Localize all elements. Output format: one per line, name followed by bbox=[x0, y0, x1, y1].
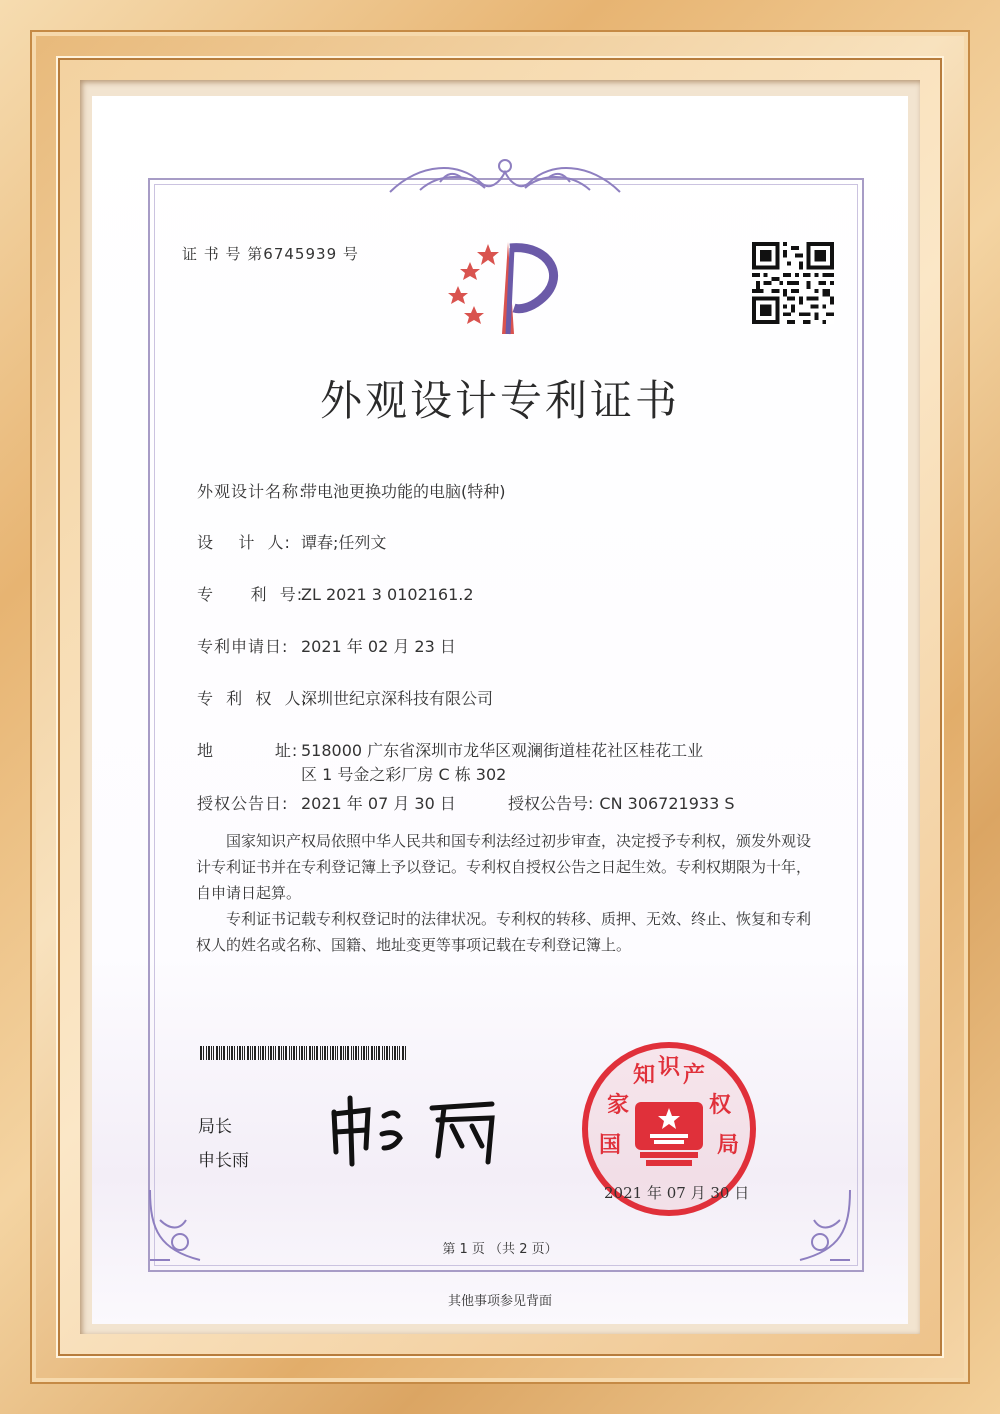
signature bbox=[322, 1090, 522, 1170]
barcode-bar bbox=[278, 1046, 280, 1060]
barcode-bar bbox=[275, 1046, 276, 1060]
barcode-bar bbox=[402, 1046, 404, 1060]
barcode-bar bbox=[378, 1046, 380, 1060]
field-announcement-number bbox=[508, 791, 735, 814]
barcode-bar bbox=[252, 1046, 253, 1060]
field-grant-date bbox=[197, 791, 456, 814]
barcode-bar bbox=[340, 1046, 342, 1060]
top-ornament bbox=[380, 152, 630, 200]
barcode-bar bbox=[327, 1046, 328, 1060]
barcode-bar bbox=[211, 1046, 212, 1060]
seal-char: 国 bbox=[598, 1132, 622, 1158]
barcode-bar bbox=[394, 1046, 396, 1060]
field-value: CN 306721933 S bbox=[599, 794, 735, 813]
barcode-bar bbox=[345, 1046, 346, 1060]
svg-text:识: 识 bbox=[657, 1054, 681, 1080]
signatory-title: 局长 bbox=[198, 1117, 232, 1137]
field-value: 深圳世纪京深科技有限公司 bbox=[301, 689, 494, 708]
barcode-bar bbox=[237, 1046, 238, 1060]
barcode-bar bbox=[281, 1046, 282, 1060]
barcode-bar bbox=[386, 1046, 388, 1060]
field-address bbox=[197, 738, 703, 761]
barcode-bar bbox=[301, 1046, 303, 1060]
svg-text:知: 知 bbox=[632, 1062, 656, 1088]
barcode-bar bbox=[265, 1046, 266, 1060]
barcode-bar bbox=[374, 1046, 375, 1060]
barcode-bar bbox=[347, 1046, 349, 1060]
svg-text:家: 家 bbox=[606, 1092, 630, 1118]
barcode-bar bbox=[247, 1046, 249, 1060]
barcode-bar bbox=[206, 1046, 207, 1060]
barcode-bar bbox=[283, 1046, 284, 1060]
barcode-bar bbox=[200, 1046, 202, 1060]
barcode-bar bbox=[203, 1046, 204, 1060]
barcode-bar bbox=[343, 1046, 344, 1060]
field-designer bbox=[197, 530, 386, 553]
field-patentee bbox=[197, 686, 493, 709]
patent-office-logo bbox=[440, 238, 570, 338]
barcode-bar bbox=[299, 1046, 300, 1060]
qr-code bbox=[752, 242, 834, 324]
barcode-bar bbox=[285, 1046, 287, 1060]
barcode-bar bbox=[353, 1046, 354, 1060]
barcode-bar bbox=[320, 1046, 321, 1060]
svg-text:局: 局 bbox=[716, 1132, 740, 1158]
barcode-bar bbox=[242, 1046, 243, 1060]
field-label: 地 址: bbox=[197, 741, 299, 760]
barcode-bar bbox=[399, 1046, 400, 1060]
field-label: 专利申请日: bbox=[197, 637, 289, 656]
barcode-bar bbox=[250, 1046, 251, 1060]
barcode-bar bbox=[376, 1046, 377, 1060]
barcode-bar bbox=[368, 1046, 369, 1060]
barcode-bar bbox=[270, 1046, 272, 1060]
barcode-bar bbox=[355, 1046, 357, 1060]
field-value: 带电池更换功能的电脑(特种) bbox=[301, 482, 506, 501]
barcode-bar bbox=[351, 1046, 352, 1060]
field-label: 专 利 权 人: bbox=[197, 689, 308, 708]
barcode-bar bbox=[234, 1046, 235, 1060]
barcode-bar bbox=[227, 1046, 228, 1060]
barcode bbox=[200, 1046, 408, 1060]
field-label: 专 利 号: bbox=[197, 585, 304, 604]
barcode-bar bbox=[244, 1046, 245, 1060]
barcode-bar bbox=[293, 1046, 295, 1060]
field-application-date bbox=[197, 634, 456, 657]
barcode-bar bbox=[216, 1046, 218, 1060]
field-label: 授权公告号: bbox=[508, 794, 594, 813]
barcode-bar bbox=[258, 1046, 259, 1060]
paragraph-legal-status: 专利证书记载专利权登记时的法律状况。专利权的转移、质押、无效、终止、恢复和专利权人的姓名或名称、国籍、地址变更等事项记载在专利登记簿上。 bbox=[196, 910, 812, 954]
legal-text bbox=[196, 828, 820, 958]
barcode-bar bbox=[382, 1046, 383, 1060]
paragraph-grant: 国家知识产权局依照中华人民共和国专利法经过初步审查，决定授予专利权，颁发外观设计专利证书并在专利登记簿上予以登记。专利权自授权公告之日起生效。专利权期限为十年，自申请日起算。 bbox=[196, 832, 812, 902]
barcode-bar bbox=[312, 1046, 313, 1060]
svg-text:产: 产 bbox=[682, 1062, 706, 1088]
barcode-bar bbox=[268, 1046, 269, 1060]
barcode-bar bbox=[296, 1046, 297, 1060]
field-label: 授权公告日: bbox=[197, 794, 289, 813]
barcode-bar bbox=[358, 1046, 359, 1060]
page-indicator: 第 1 页 （共 2 页） bbox=[442, 1242, 558, 1257]
barcode-bar bbox=[229, 1046, 230, 1060]
barcode-bar bbox=[289, 1046, 290, 1060]
barcode-bar bbox=[337, 1046, 338, 1060]
barcode-bar bbox=[330, 1046, 331, 1060]
barcode-bar bbox=[314, 1046, 315, 1060]
certificate-number: 证 书 号 第6745939 号 bbox=[182, 245, 359, 263]
barcode-bar bbox=[335, 1046, 336, 1060]
barcode-bar bbox=[231, 1046, 233, 1060]
barcode-bar bbox=[223, 1046, 225, 1060]
field-address-line2: 区 1 号金之彩厂房 C 栋 302 bbox=[301, 765, 507, 784]
field-design-name bbox=[197, 479, 506, 502]
barcode-bar bbox=[291, 1046, 292, 1060]
field-value: 518000 广东省深圳市龙华区观澜街道桂花社区桂花工业 bbox=[301, 741, 704, 760]
barcode-bar bbox=[316, 1046, 318, 1060]
barcode-bar bbox=[254, 1046, 256, 1060]
barcode-bar bbox=[219, 1046, 220, 1060]
barcode-bar bbox=[322, 1046, 323, 1060]
field-value: ZL 2021 3 0102161.2 bbox=[301, 585, 474, 604]
barcode-bar bbox=[363, 1046, 365, 1060]
barcode-bar bbox=[371, 1046, 373, 1060]
barcode-bar bbox=[392, 1046, 393, 1060]
barcode-bar bbox=[397, 1046, 398, 1060]
barcode-bar bbox=[213, 1046, 214, 1060]
barcode-bar bbox=[309, 1046, 311, 1060]
barcode-bar bbox=[273, 1046, 274, 1060]
barcode-bar bbox=[389, 1046, 390, 1060]
barcode-bar bbox=[361, 1046, 362, 1060]
barcode-bar bbox=[366, 1046, 367, 1060]
barcode-bar bbox=[262, 1046, 264, 1060]
barcode-bar bbox=[384, 1046, 385, 1060]
signatory-name: 申长雨 bbox=[198, 1151, 249, 1171]
certificate-title: 外观设计专利证书 bbox=[319, 376, 680, 425]
barcode-bar bbox=[324, 1046, 326, 1060]
barcode-bar bbox=[239, 1046, 241, 1060]
svg-text:权: 权 bbox=[708, 1092, 732, 1118]
field-patent-number bbox=[197, 582, 474, 605]
field-value: 谭春;任列文 bbox=[301, 533, 387, 552]
seal-date: 2021 年 07 月 30 日 bbox=[604, 1184, 750, 1202]
barcode-bar bbox=[304, 1046, 305, 1060]
footer-note: 其他事项参见背面 bbox=[447, 1294, 552, 1309]
field-label: 外观设计名称: bbox=[197, 482, 306, 501]
barcode-bar bbox=[405, 1046, 406, 1060]
barcode-bar bbox=[221, 1046, 222, 1060]
barcode-bar bbox=[208, 1046, 210, 1060]
field-value: 2021 年 07 月 30 日 bbox=[301, 794, 456, 813]
barcode-bar bbox=[332, 1046, 334, 1060]
barcode-bar bbox=[306, 1046, 307, 1060]
barcode-bar bbox=[260, 1046, 261, 1060]
field-label: 设 计 人: bbox=[197, 533, 291, 552]
field-value: 2021 年 02 月 23 日 bbox=[301, 637, 456, 656]
